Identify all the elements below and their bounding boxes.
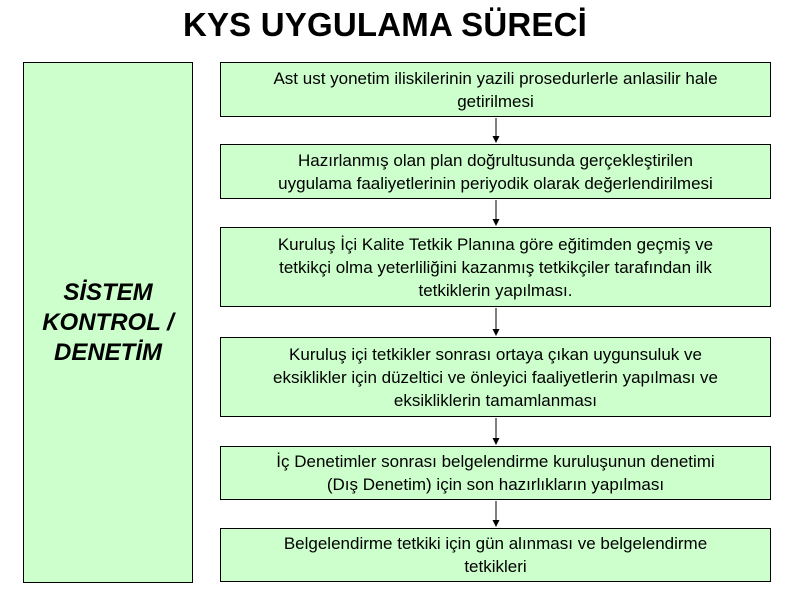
side-label-line: SİSTEM <box>63 278 153 306</box>
step-line: Belgelendirme tetkiki için gün alınması ve belgelendirme <box>283 534 708 553</box>
step-line: eksiklikler için düzeltici ve önleyici faaliyetlerin yapılması ve <box>272 367 718 387</box>
side-label-line: DENETİM <box>54 338 162 366</box>
step-line: getirilmesi <box>457 91 534 111</box>
arrow-5-to-6 <box>493 501 500 527</box>
step-line: İç Denetimler sonrası belgelendirme kuruluşunun denetimi <box>276 452 715 471</box>
step-line: Ast ust yonetim iliskilerinin yazili prosedurlerle anlasilir hale <box>273 68 718 88</box>
step-line: tetkikçi olma yeterliliğini kazanmış tetkikçiler tarafından ilk <box>279 257 712 277</box>
arrow-2-to-3 <box>493 200 500 226</box>
step-line: tetkikleri <box>464 557 527 576</box>
step-line: uygulama faaliyetlerinin periyodik olarak değerlendirilmesi <box>278 173 713 193</box>
page-title: KYS UYGULAMA SÜRECİ <box>182 6 588 43</box>
arrow-1-to-2 <box>493 118 500 143</box>
step-line: Kuruluş İçi Kalite Tetkik Planına göre eğitimden geçmiş ve <box>277 234 714 254</box>
step-line: Kuruluş içi tetkikler sonrası ortaya çıkan uygunsuluk ve <box>289 344 702 364</box>
side-label-line: KONTROL / <box>42 308 174 336</box>
step-line: eksikliklerin tamamlanması <box>393 390 598 410</box>
arrow-3-to-4 <box>493 308 500 336</box>
step-line: Hazırlanmış olan plan doğrultusunda gerçekleştirilen <box>297 150 693 170</box>
arrow-4-to-5 <box>493 418 500 445</box>
step-line: (Dış Denetim) için son hazırlıkların yapılması <box>326 475 665 494</box>
step-line: tetkiklerin yapılması. <box>418 280 573 300</box>
